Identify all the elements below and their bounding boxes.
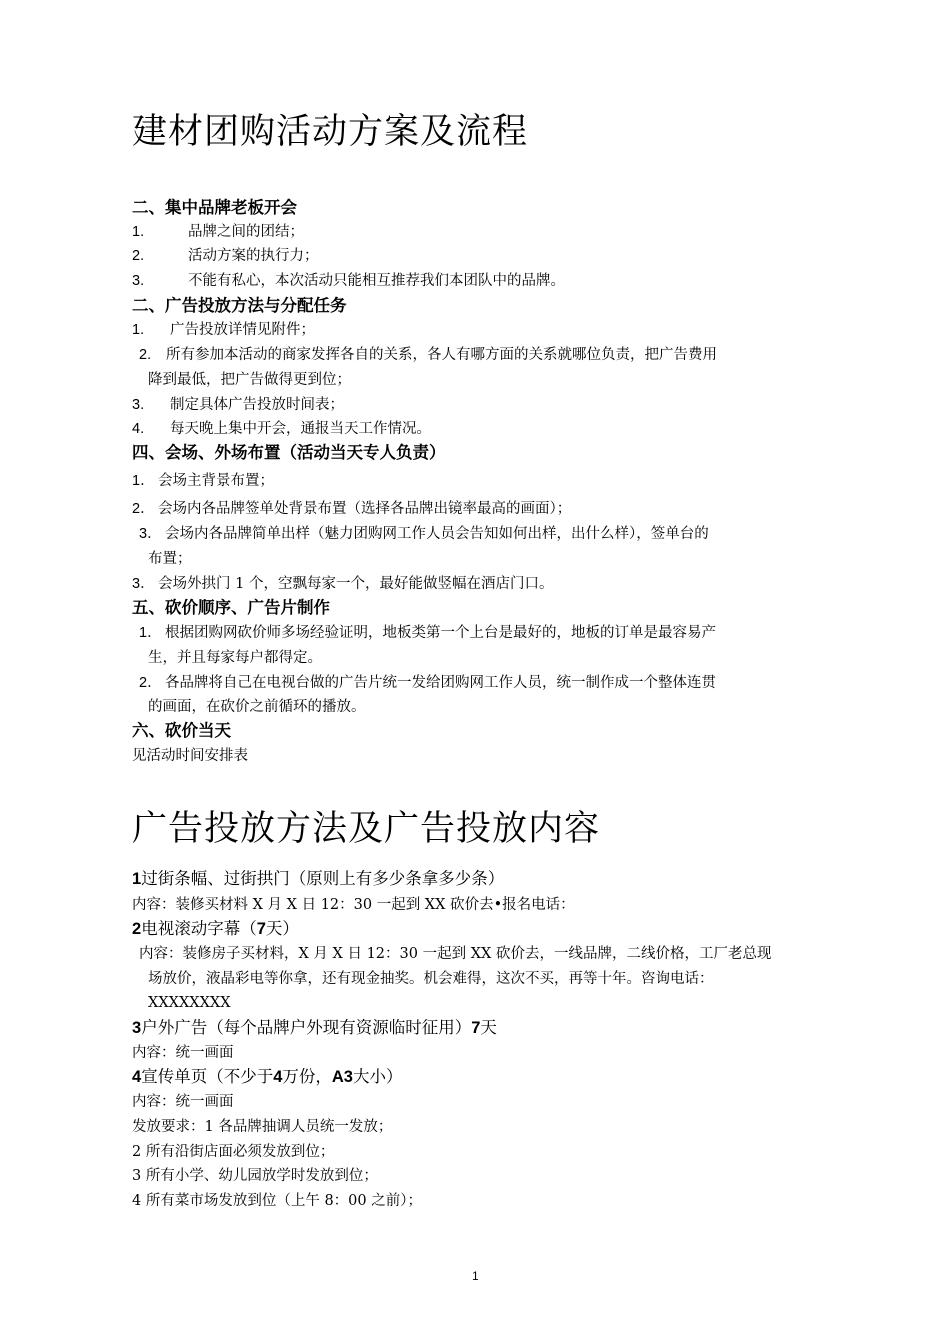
list-item bbox=[132, 419, 431, 439]
list-text-continuation: 布置； bbox=[148, 551, 192, 567]
distribution-requirement: 2 所有沿街店面必须发放到位； bbox=[132, 1144, 335, 1160]
list-item bbox=[139, 524, 709, 544]
list-text: 不能有私心，本次活动只能相互推荐我们本团队中的品牌。 bbox=[188, 273, 565, 289]
list-text: 品牌之间的团结； bbox=[188, 224, 304, 240]
distribution-requirement: 4 所有菜市场发放到位（上午 8：00 之前）； bbox=[132, 1193, 422, 1209]
ad-title-number: 7 bbox=[471, 1019, 481, 1037]
list-number: 2. bbox=[132, 248, 145, 264]
ad-number: 2 bbox=[132, 920, 142, 938]
ad-title-text: 宣传单页（不少于 bbox=[141, 1067, 274, 1086]
ad-title-text: 万份， bbox=[282, 1067, 332, 1086]
list-text: 会场内各品牌签单处背景布置（选择各品牌出镜率最高的画面）； bbox=[158, 501, 572, 517]
list-item bbox=[139, 623, 716, 643]
distribution-requirement: 发放要求：1 各品牌抽调人员统一发放； bbox=[132, 1119, 393, 1135]
list-number: 2. bbox=[139, 347, 152, 363]
list-text-continuation: 的画面，在砍价之前循环的播放。 bbox=[148, 699, 366, 715]
list-item bbox=[132, 320, 315, 340]
ad-content: 内容：统一画面 bbox=[132, 1094, 234, 1110]
list-number: 1． bbox=[139, 625, 162, 641]
list-text: 会场主背景布置； bbox=[158, 473, 274, 489]
list-number: 4. bbox=[132, 421, 145, 437]
list-text: 每天晚上集中开会，通报当天工作情况。 bbox=[170, 421, 431, 437]
ad-title-number: A3 bbox=[331, 1068, 353, 1086]
list-text-continuation: 降到最低，把广告做得更到位； bbox=[148, 372, 351, 388]
section-heading-meeting: 二、集中品牌老板开会 bbox=[132, 198, 297, 217]
list-text: 所有参加本活动的商家发挥各自的关系，各人有哪方面的关系就哪位负责，把广告费用 bbox=[166, 347, 717, 363]
list-item bbox=[139, 673, 716, 693]
page-number: 1 bbox=[472, 1269, 479, 1283]
ad-title-text: 大小） bbox=[352, 1067, 403, 1086]
list-item bbox=[132, 271, 565, 291]
ad-title-text: 天） bbox=[265, 919, 299, 938]
section-heading-bargain-order: 五、砍价顺序、广告片制作 bbox=[132, 598, 330, 617]
list-number: 2． bbox=[139, 675, 162, 691]
ad-content-continuation: 场放价，液晶彩电等你拿，还有现金抽奖。机会难得，这次不买，再等十年。咨询电话： bbox=[148, 971, 714, 987]
ad-title-text: 户外广告（每个品牌户外现有资源临时征用） bbox=[141, 1018, 472, 1037]
list-number: 3. bbox=[132, 397, 145, 413]
list-number: 1. bbox=[132, 322, 145, 338]
ad-title-text: 电视滚动字幕（ bbox=[141, 919, 257, 938]
list-text: 会场外拱门 1 个，空飘每家一个，最好能做竖幅在酒店门口。 bbox=[158, 576, 554, 592]
list-text: 活动方案的执行力； bbox=[188, 248, 319, 264]
list-text: 会场内各品牌简单出样（魅力团购网工作人员会告知如何出样，出什么样），签单台的 bbox=[165, 526, 709, 542]
section-heading-bargain-day: 六、砍价当天 bbox=[132, 721, 231, 740]
ad-item-title bbox=[132, 868, 504, 890]
section-heading-advertising: 二、广告投放方法与分配任务 bbox=[132, 296, 347, 315]
list-number: 3． bbox=[132, 576, 155, 592]
list-text-continuation: 生，并且每家每户都得定。 bbox=[148, 650, 322, 666]
list-item bbox=[132, 499, 571, 519]
paragraph: 见活动时间安排表 bbox=[132, 748, 248, 764]
section-title-advertising: 广告投放方法及广告投放内容 bbox=[132, 809, 601, 849]
list-item bbox=[132, 574, 553, 594]
list-text: 根据团购网砍价师多场经验证明，地板类第一个上台是最好的，地板的订单是最容易产 bbox=[165, 625, 716, 641]
list-text: 制定具体广告投放时间表； bbox=[170, 397, 344, 413]
ad-content: 内容：统一画面 bbox=[132, 1045, 234, 1061]
list-number: 3． bbox=[139, 526, 162, 542]
list-text: 广告投放详情见附件； bbox=[170, 322, 315, 338]
distribution-requirement: 3 所有小学、幼儿园放学时发放到位； bbox=[132, 1168, 378, 1184]
list-text: 各品牌将自己在电视台做的广告片统一发给团购网工作人员，统一制作成一个整体连贯 bbox=[165, 675, 716, 691]
ad-item-title bbox=[132, 1017, 497, 1039]
list-item bbox=[139, 345, 717, 365]
list-number: 2． bbox=[132, 501, 155, 517]
list-number: 1． bbox=[132, 473, 155, 489]
list-number: 3. bbox=[132, 273, 145, 289]
ad-number: 3 bbox=[132, 1019, 142, 1037]
ad-title-text: 天 bbox=[480, 1018, 497, 1037]
ad-content: 内容：装修房子买材料，X 月 X 日 12：30 一起到 XX 砍价去，一线品牌，二线价格，工厂老总现 bbox=[139, 946, 772, 962]
list-item bbox=[132, 471, 274, 491]
list-item bbox=[132, 395, 344, 415]
list-item bbox=[132, 246, 319, 266]
section-heading-venue: 四、会场、外场布置（活动当天专人负责） bbox=[132, 443, 446, 462]
ad-content: 内容：装修买材料 X 月 X 日 12：30 一起到 XX 砍价去•报名电话： bbox=[132, 897, 575, 913]
ad-title-number: 7 bbox=[256, 920, 266, 938]
ad-number: 4 bbox=[132, 1068, 142, 1086]
list-number: 1. bbox=[132, 224, 145, 240]
ad-title-text: 过街条幅、过街拱门（原则上有多少条拿多少条） bbox=[141, 869, 505, 888]
list-item bbox=[132, 222, 304, 242]
ad-number: 1 bbox=[132, 870, 142, 888]
ad-item-title bbox=[132, 918, 299, 940]
ad-content-continuation: XXXXXXXX bbox=[148, 995, 231, 1011]
ad-title-number: 4 bbox=[273, 1068, 283, 1086]
ad-item-title bbox=[132, 1066, 402, 1088]
document-title: 建材团购活动方案及流程 bbox=[132, 112, 529, 152]
